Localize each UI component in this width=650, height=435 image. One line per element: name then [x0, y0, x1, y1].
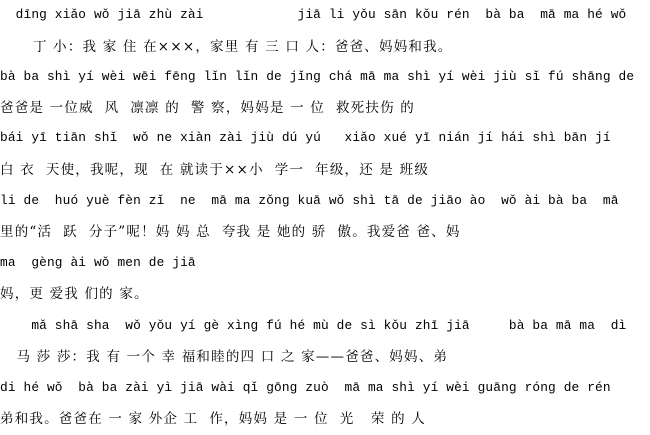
- hanzi-line: 丁 小：我 家 住 在×××，家里 有 三 口 人：爸爸、妈妈和我。: [0, 39, 453, 55]
- hanzi-line: 弟和我。爸爸在 一 家 外企 工 作，妈妈 是 一 位 光 荣 的 人: [0, 411, 426, 427]
- hanzi-line: 妈，更 爱我 们的 家。: [0, 286, 149, 302]
- hanzi-line: 爸爸是 一位威 风 凛凛 的 警 察，妈妈是 一 位 救死扶伤 的: [0, 100, 415, 116]
- pinyin-line: li de huó yuè fèn zǐ ne mā ma zǒng kuā wǒ shì tā de jiāo ào wǒ ài bà ba mā: [0, 193, 619, 208]
- pinyin-line: ma gèng ài wǒ men de jiā: [0, 255, 196, 270]
- pinyin-line: di hé wǒ bà ba zài yì jiā wài qǐ gōng zuò mā ma shì yí wèi guāng róng de rén: [0, 380, 611, 395]
- pinyin-line: dīng xiǎo wǒ jiā zhù zài jiā li yǒu sān kǒu rén bà ba mā ma hé wǒ: [0, 7, 627, 22]
- hanzi-line: 白 衣 天使，我呢，现 在 就读于××小 学一 年级，还 是 班级: [0, 162, 430, 178]
- hanzi-line: 里的“活 跃 分子”呢！妈 妈 总 夸我 是 她的 骄 傲。我爱爸 爸、妈: [0, 224, 461, 240]
- pinyin-line: mǎ shā sha wǒ yǒu yí gè xìng fú hé mù de sì kǒu zhī jiā bà ba mā ma dì: [0, 318, 627, 333]
- pinyin-line: bà ba shì yí wèi wēi fēng lǐn lǐn de jǐng chá mā ma shì yí wèi jiù sǐ fú shāng de: [0, 69, 635, 84]
- pinyin-line: bái yī tiān shǐ wǒ ne xiàn zài jiù dú yú xiǎo xué yī nián jí hái shì bān jí: [0, 130, 611, 145]
- hanzi-line: 马 莎 莎：我 有 一个 幸 福和睦的四 口 之 家——爸爸、妈妈、弟: [0, 349, 449, 365]
